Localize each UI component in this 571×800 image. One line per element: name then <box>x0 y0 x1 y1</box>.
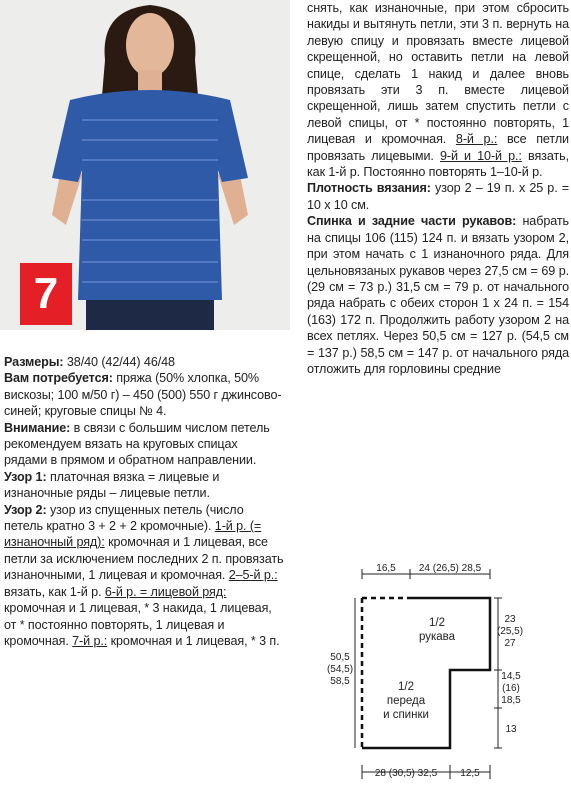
row2-value: вязать, как 1-й р. <box>4 584 102 599</box>
continuation-paragraph <box>307 0 569 180</box>
attention-paragraph <box>4 420 284 469</box>
pattern2-label: Узор 2: <box>4 502 47 517</box>
right-dim-top-3: 27 <box>504 638 516 649</box>
pattern1-paragraph <box>4 469 284 502</box>
density-paragraph <box>307 180 569 213</box>
pattern-schematic <box>300 560 571 800</box>
pattern2-paragraph <box>4 502 284 650</box>
materials-value: пряжа (50% хлопка, 50% вискозы; 100 м/50 г) – 450 (500) 550 г джинсово-синей; круговые спицы № 4. <box>4 371 282 419</box>
pattern2-value: узор из спущенных петель (число петель кратно 3 + 2 + 2 кромочные). <box>4 502 244 534</box>
row8-value: все петли провязать лицевыми. <box>307 132 569 163</box>
sleeve-label-2: рукава <box>418 631 456 643</box>
body-label-3: и спинки <box>383 709 429 721</box>
materials-paragraph <box>4 370 284 419</box>
left-dim-1: 50,5 <box>330 652 350 663</box>
pattern-outline <box>362 598 490 748</box>
top-dim-right-text: 24 (26,5) 28,5 <box>418 563 482 574</box>
model-photo <box>0 0 290 330</box>
row8-label: 8-й р.: <box>455 132 498 147</box>
row1-label: 1-й р. (= изнаночный ряд): <box>4 519 262 550</box>
density-label: Плотность вязания: <box>307 181 431 196</box>
right-column <box>307 0 569 377</box>
row910-label: 9-й и 10-й р.: <box>439 148 522 163</box>
right-dim-mid-2: (16) <box>502 683 520 694</box>
back-paragraph <box>307 213 569 377</box>
back-label: Спинка и задние части рукавов: <box>307 214 517 229</box>
body-label-1: 1/2 <box>398 681 414 693</box>
left-dim-3: 58,5 <box>330 676 350 687</box>
row7-value: кромочная и 1 лицевая, * 3 п. <box>110 633 280 648</box>
right-dim-top-2: (25,5) <box>496 626 524 637</box>
right-dim-top-1: 23 <box>504 614 516 625</box>
back-value: набрать на спицы 106 (115) 124 п. и вязать узором 2, при этом начать с 1 изнаночного ряда. Для цельновязаных рукавов через 27,5 см = 69 р. (29 см = 73 р.) 31,5 см = 79 р. от начального ряда набрать с обеих сторон 1 х 24 п. = 154 (163) 172 п. Продолжить работу узором 2 на всех петлях. Через 50,5 см = 127 р. (54,5 см = 137 р.) 58,5 см = 147 р. от начального ряда отложить для горловины средние <box>307 214 569 376</box>
right-dim-mid-1: 14,5 <box>501 671 521 682</box>
row1-value: кромочная и 1 лицевая, все петли за исключением последних 2 п. провязать изнаночными, 1 лицевая и кромочная. <box>4 535 284 583</box>
top-dim-left-text: 16,5 <box>376 563 396 574</box>
attention-label: Внимание: <box>4 420 71 435</box>
sleeve-label-1: 1/2 <box>429 617 445 629</box>
row6-label: 6-й р. = лицевой ряд: <box>104 584 227 599</box>
density-value: узор 2 – 19 п. х 25 р. = 10 х 10 см. <box>307 181 570 212</box>
sizes-paragraph <box>4 354 284 370</box>
pattern-number-badge: 7 <box>20 263 72 325</box>
continuation-text: снять, как изнаночные, при этом сбросить накиды и вытянуть петли, эти 3 п. вернуть на левую спицу и провязать вместе лицевой скрещенной, но оставить петли на левой спице, сделать 1 накид и далее вновь провязать эти 3 п. вместе лицевой скрещенной, лишь затем спустить петли с левой спицы, от * постоянно повторять, 1 лицевая и кромочная. <box>307 1 569 147</box>
row910-value: вязать, как 1-й р. Постоянно повторять 1–10-й р. <box>307 148 570 180</box>
row7-label: 7-й р.: <box>72 633 108 648</box>
body-label-2: переда <box>386 695 426 707</box>
bottom-dim-right-text: 12,5 <box>460 768 480 779</box>
row2-label: 2–5-й р.: <box>228 568 278 583</box>
attention-value: в связи с большим числом петель рекомендуем вязать на круговых спицах рядами в прямом и обратном направлении. <box>4 420 270 468</box>
pattern1-label: Узор 1: <box>4 469 47 484</box>
bottom-dim-left-text: 28 (30,5) 32,5 <box>374 768 438 779</box>
sizes-value: 38/40 (42/44) 46/48 <box>66 355 175 369</box>
right-dim-mid-3: 18,5 <box>501 695 521 706</box>
left-column <box>4 354 284 649</box>
pattern1-value: платочная вязка = лицевые и изнаночные ряды – лицевые петли. <box>4 469 220 501</box>
row6-value: кромочная и 1 лицевая, * 3 накида, 1 лицевая, от * постоянно повторять, 1 лицевая и кромочная. <box>4 601 272 648</box>
right-dim-bottom: 13 <box>505 724 517 735</box>
left-dim-2: (54,5) <box>326 664 354 675</box>
sizes-label: Размеры: <box>4 355 64 369</box>
materials-label: Вам потребуется: <box>4 371 113 386</box>
